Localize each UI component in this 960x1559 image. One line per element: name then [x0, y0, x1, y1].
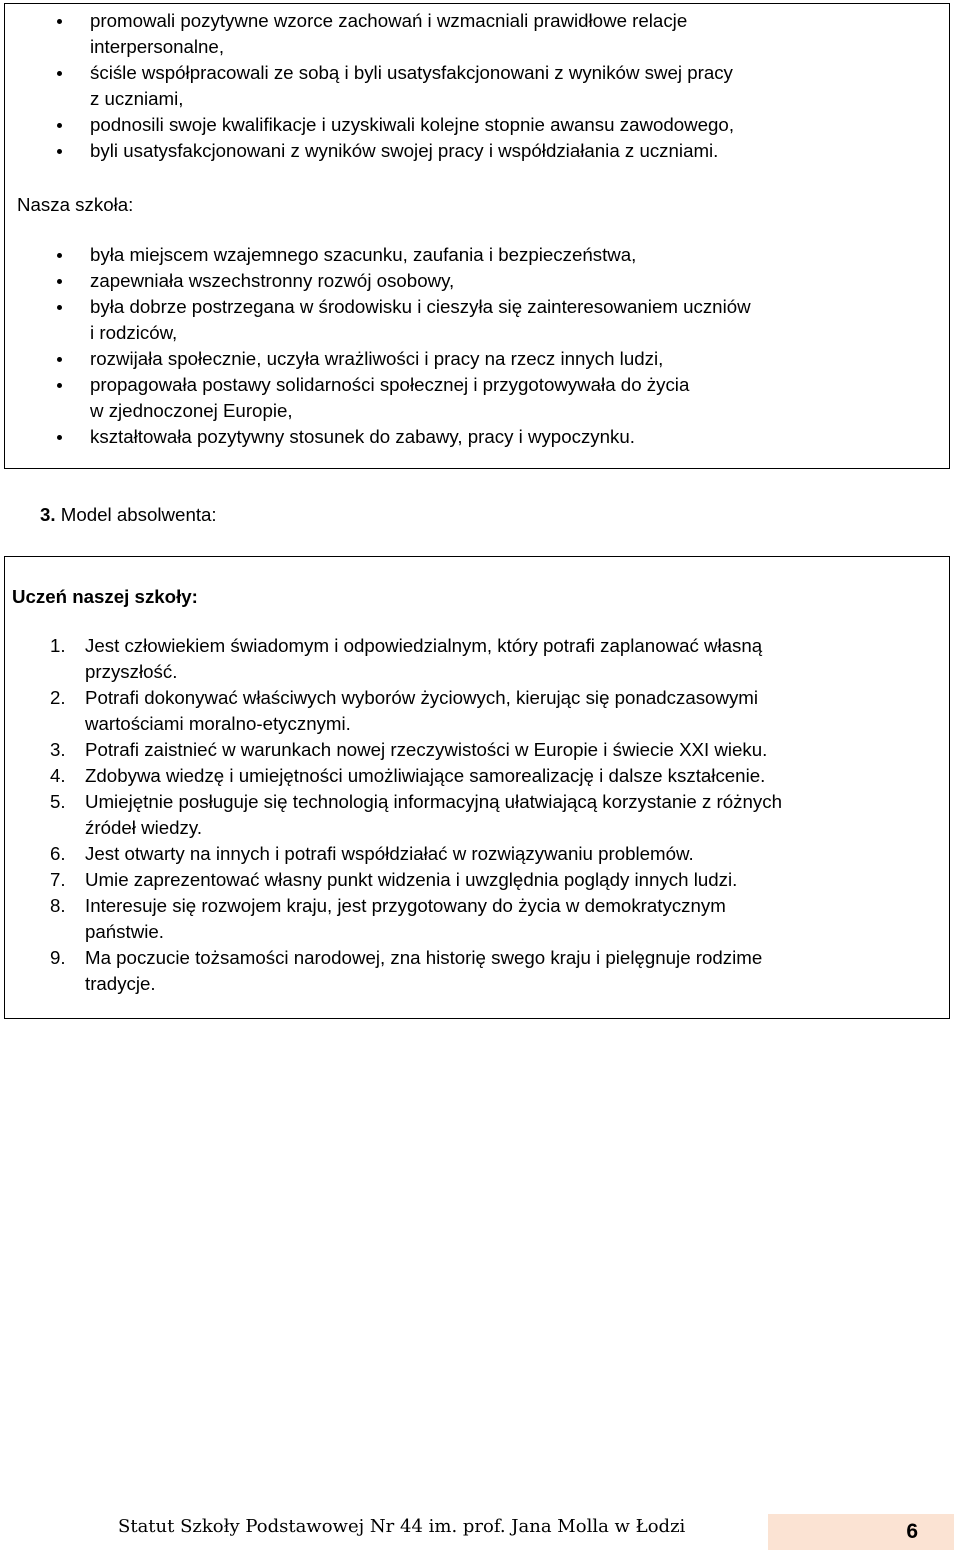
list-item: 9. Ma poczucie tożsamości narodowej, zna historię swego kraju i pielęgnuje rodzime tradycje.: [50, 947, 763, 994]
bullet-icon: [57, 19, 62, 24]
list-item: 5. Umiejętnie posługuje się technologią informacyjną ułatwiającą korzystanie z różnych źródeł wiedzy.: [50, 791, 782, 838]
goals-box: [4, 3, 950, 469]
bullet-icon: [57, 279, 62, 284]
list-item: ściśle współpracowali ze sobą i byli usatysfakcjonowani z wyników swej pracy z uczniami,: [5, 60, 945, 112]
bullet-icon: [57, 435, 62, 440]
bullet-icon: [57, 253, 62, 258]
list-item: byli usatysfakcjonowani z wyników swojej pracy i współdziałania z uczniami.: [5, 138, 945, 164]
bullet-icon: [57, 149, 62, 154]
item-number: 5.: [50, 791, 66, 812]
list-item: propagowała postawy solidarności społecznej i przygotowywała do życia w zjednoczonej Europie,: [5, 372, 945, 424]
item-number: 7.: [50, 869, 66, 890]
section-number: 3.: [40, 504, 56, 525]
list-item: kształtowała pozytywny stosunek do zabawy, pracy i wypoczynku.: [5, 424, 945, 450]
list-item: podnosili swoje kwalifikacje i uzyskiwali kolejne stopnie awansu zawodowego,: [5, 112, 945, 138]
list-item: 4. Zdobywa wiedzę i umiejętności umożliwiające samorealizację i dalsze kształcenie.: [0, 763, 940, 789]
teachers-goals-list: [5, 8, 945, 164]
item-number: 1.: [50, 635, 66, 656]
item-number: 4.: [50, 765, 66, 786]
list-item: 8. Interesuje się rozwojem kraju, jest przygotowany do życia w demokratycznym państwie.: [50, 895, 726, 942]
list-item: promowali pozytywne wzorce zachowań i wzmacniali prawidłowe relacje interpersonalne,: [5, 8, 945, 60]
list-item: 6. Jest otwarty na innych i potrafi współdziałać w rozwiązywaniu problemów.: [0, 841, 940, 867]
school-heading: Nasza szkoła:: [17, 194, 134, 215]
page-number: 6: [768, 1514, 954, 1550]
list-item: rozwijała społecznie, uczyła wrażliwości i pracy na rzecz innych ludzi,: [5, 346, 945, 372]
list-item: była miejscem wzajemnego szacunku, zaufania i bezpieczeństwa,: [5, 242, 945, 268]
item-number: 3.: [50, 739, 66, 760]
section-heading: [40, 502, 217, 528]
list-item: 3. Potrafi zaistnieć w warunkach nowej rzeczywistości w Europie i świecie XXI wieku.: [0, 737, 940, 763]
list-item: była dobrze postrzegana w środowisku i cieszyła się zainteresowaniem uczniów i rodziców,: [5, 294, 945, 346]
item-number: 8.: [50, 895, 66, 916]
graduate-traits-list: [0, 633, 940, 997]
list-item: 7. Umie zaprezentować własny punkt widzenia i uwzględnia poglądy innych ludzi.: [0, 867, 940, 893]
item-number: 2.: [50, 687, 66, 708]
footer-title: Statut Szkoły Podstawowej Nr 44 im. prof. Jana Molla w Łodzi: [118, 1516, 686, 1537]
bullet-icon: [57, 123, 62, 128]
list-item: 2. Potrafi dokonywać właściwych wyborów życiowych, kierując się ponadczasowymi wartościami moralno-etycznymi.: [50, 687, 759, 734]
school-goals-list: [5, 242, 945, 450]
item-number: 9.: [50, 947, 66, 968]
bullet-icon: [57, 71, 62, 76]
bullet-icon: [57, 357, 62, 362]
list-item: zapewniała wszechstronny rozwój osobowy,: [5, 268, 945, 294]
item-number: 6.: [50, 843, 66, 864]
bullet-icon: [57, 305, 62, 310]
section-title: Model absolwenta:: [60, 504, 217, 525]
graduate-heading: Uczeń naszej szkoły:: [12, 586, 198, 607]
list-item: 1. Jest człowiekiem świadomym i odpowiedzialnym, który potrafi zaplanować własną przyszłość.: [50, 635, 763, 682]
bullet-icon: [57, 383, 62, 388]
